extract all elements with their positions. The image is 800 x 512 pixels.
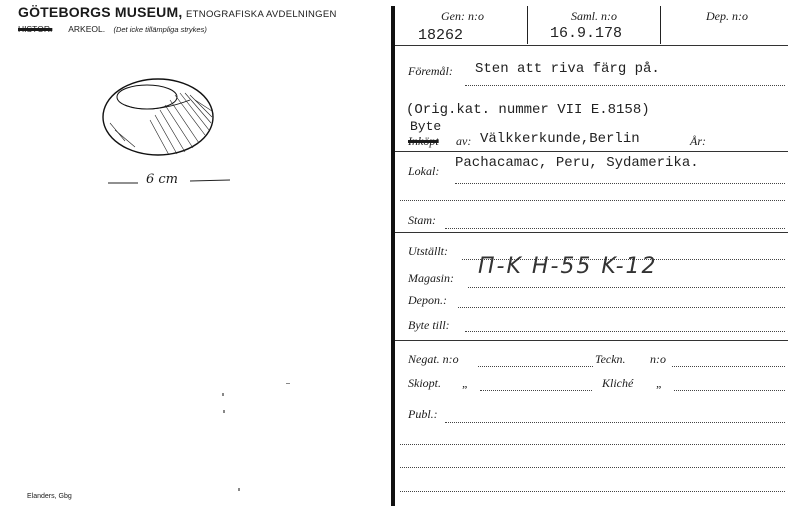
strike-note: (Det icke tillämpliga strykes): [113, 25, 207, 34]
teckn-label: Teckn.: [595, 352, 626, 366]
printer-credit: Elanders, Gbg: [27, 493, 72, 500]
negat-label: Negat. n:o: [408, 352, 459, 366]
museum-header: [18, 4, 337, 20]
cliche-label: Kliché: [602, 376, 634, 390]
av-label: av:: [456, 134, 472, 148]
saml-value: 16.9.178: [550, 25, 623, 42]
struck-acquisition: Inköpt: [408, 134, 439, 148]
lokal-label: Lokal:: [408, 164, 440, 178]
skiopt-label: Skiopt.: [408, 376, 441, 390]
department-name: ETNOGRAFISKA AVDELNINGEN: [186, 9, 337, 20]
byte-till-label: Byte till:: [408, 318, 450, 332]
utstallt-label: Utställt:: [408, 244, 449, 258]
lokal-value: Pachacamac, Peru, Sydamerika.: [455, 155, 699, 171]
magasin-label: Magasin:: [408, 271, 454, 285]
saml-label: Saml. n:o: [571, 9, 617, 23]
scale-bar: [108, 168, 233, 198]
scale-label: 6 cm: [146, 172, 179, 187]
av-value: Välkkerkunde,Berlin: [480, 131, 640, 147]
arkeol-section: ARKEOL.: [68, 24, 106, 34]
struck-section: HISTOR.: [18, 24, 53, 34]
dep-label: Dep. n:o: [706, 9, 748, 23]
magasin-value: Π-K H-55 K-12: [478, 254, 658, 279]
foremal-label: Föremål:: [408, 64, 453, 78]
stone-sketch-icon: [95, 75, 225, 160]
skiopt-mark: „: [462, 376, 469, 390]
orig-catalog: (Orig.kat. nummer VII E.8158): [406, 102, 650, 118]
museum-name: GÖTEBORGS MUSEUM,: [18, 4, 183, 20]
stam-label: Stam:: [408, 213, 436, 227]
depon-label: Depon.:: [408, 293, 447, 307]
cliche-mark: „: [656, 376, 663, 390]
section-line: [18, 24, 207, 34]
card-divider: [391, 6, 395, 506]
teckn-no-label: n:o: [650, 352, 666, 366]
ar-label: År:: [690, 134, 706, 148]
publ-label: Publ.:: [408, 407, 438, 421]
gen-value: 18262: [418, 27, 464, 44]
gen-label: Gen: n:o: [441, 9, 484, 23]
foremal-value: Sten att riva färg på.: [475, 61, 660, 77]
byte-value: Byte: [410, 119, 442, 134]
